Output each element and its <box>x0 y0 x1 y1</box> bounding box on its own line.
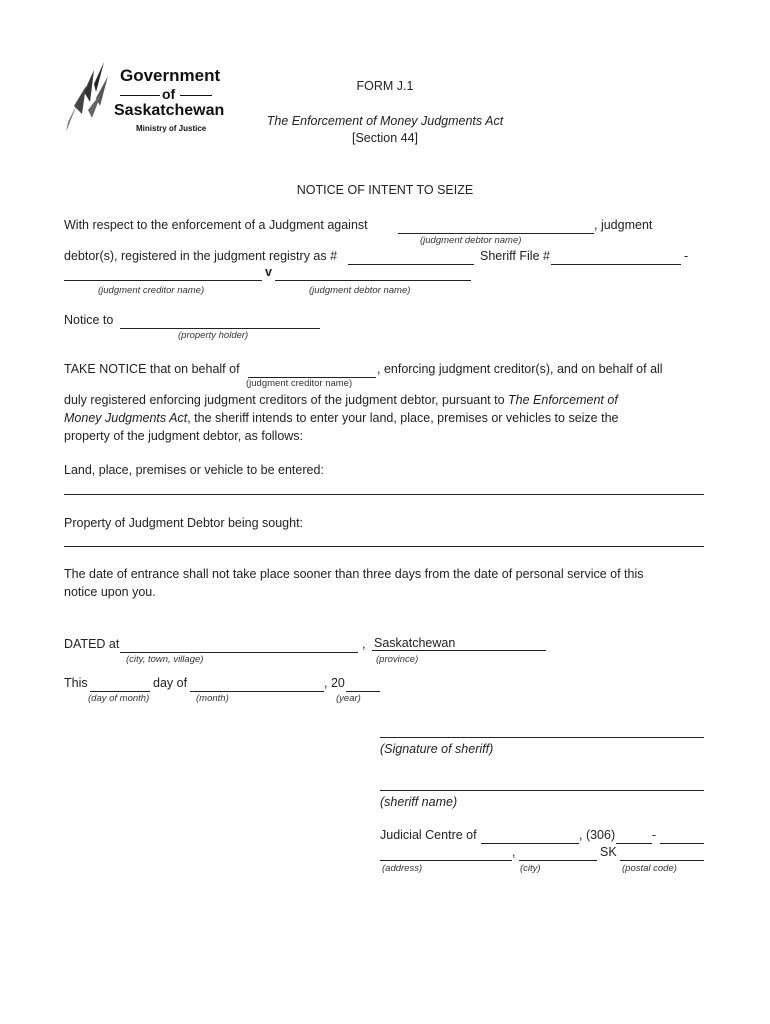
take-notice-tail: , enforcing judgment creditor(s), and on behalf of all <box>377 362 663 376</box>
para1-line2-lead: debtor(s), registered in the judgment registry as # <box>64 249 338 263</box>
judicial-centre-label: Judicial Centre of <box>380 828 477 842</box>
land-field[interactable] <box>64 480 704 495</box>
hint-judgment-creditor: (judgment creditor name) <box>98 285 205 296</box>
signature-label: (Signature of sheriff) <box>380 742 494 756</box>
hint-city-town: (city, town, village) <box>126 654 204 665</box>
year-prefix: , 20 <box>324 676 345 690</box>
para1-tail: , judgment <box>594 218 653 232</box>
take-notice-line3 <box>64 411 618 425</box>
take-notice-line3-a: Money Judgments Act <box>64 411 188 425</box>
logo-line-of: of <box>162 86 176 102</box>
logo-line-government: Government <box>120 66 221 85</box>
signature-field[interactable] <box>380 737 704 738</box>
sk-label: SK <box>600 845 617 859</box>
page-title: NOTICE OF INTENT TO SEIZE <box>296 183 474 197</box>
year-field[interactable] <box>346 677 380 692</box>
hint-address: (address) <box>382 863 423 874</box>
logo-line-saskatchewan: Saskatchewan <box>114 102 225 119</box>
judgment-debtor-field-2[interactable] <box>275 266 471 281</box>
land-label: Land, place, premises or vehicle to be entered: <box>64 463 324 477</box>
take-notice-line2-a: duly registered enforcing judgment creditors of the judgment debtor, pursuant to <box>64 393 509 407</box>
section-ref: [Section 44] <box>351 131 418 145</box>
versus-label: v <box>265 265 272 279</box>
enforcing-creditor-field[interactable] <box>248 363 376 378</box>
phone-dash: - <box>652 828 657 842</box>
hint-day-of-month: (day of month) <box>88 693 150 704</box>
hint-province: (province) <box>376 654 419 665</box>
hint-city: (city) <box>520 863 541 874</box>
sheriff-file-dash: - <box>684 249 689 263</box>
address-comma: , <box>512 845 516 859</box>
this-label: This <box>64 676 88 690</box>
hint-month: (month) <box>196 693 229 704</box>
hint-postal-code: (postal code) <box>622 863 677 874</box>
dated-comma: , <box>362 637 366 651</box>
phone-prefix: , (306) <box>579 828 616 842</box>
dated-label: DATED at <box>64 637 120 651</box>
property-field[interactable] <box>64 532 704 547</box>
sheriff-name-label: (sheriff name) <box>380 795 458 809</box>
address-field[interactable] <box>380 846 512 861</box>
hint-year: (year) <box>336 693 361 704</box>
sheriff-file-field[interactable] <box>551 250 681 265</box>
sheriff-file-label: Sheriff File # <box>480 249 550 263</box>
date-para-line2: notice upon you. <box>64 585 156 599</box>
judicial-centre-field[interactable] <box>481 829 579 844</box>
judgment-debtor-field[interactable] <box>398 219 594 234</box>
month-field[interactable] <box>190 677 324 692</box>
form-number: FORM J.1 <box>356 79 414 93</box>
take-notice-line2 <box>64 393 618 407</box>
city-field[interactable] <box>519 846 597 861</box>
phone-exchange-field[interactable] <box>616 829 652 844</box>
property-holder-field[interactable] <box>120 314 320 329</box>
phone-number-field[interactable] <box>660 829 704 844</box>
logo-wheat-icon <box>64 62 112 136</box>
postal-code-field[interactable] <box>620 846 704 861</box>
notice-to-label: Notice to <box>64 313 114 327</box>
property-label: Property of Judgment Debtor being sought: <box>64 516 304 530</box>
dated-province: Saskatchewan <box>372 636 546 651</box>
take-notice-lead: TAKE NOTICE that on behalf of <box>64 362 240 376</box>
hint-creditor-name: (judgment creditor name) <box>246 378 353 389</box>
para1-lead: With respect to the enforcement of a Judgment against <box>64 218 368 232</box>
day-field[interactable] <box>90 677 150 692</box>
take-notice-line2-b: The Enforcement of <box>508 393 618 407</box>
act-title: The Enforcement of Money Judgments Act <box>266 114 504 128</box>
judgment-creditor-field[interactable] <box>64 266 262 281</box>
day-of-label: day of <box>153 676 188 690</box>
registry-number-field[interactable] <box>348 250 474 265</box>
hint-judgment-debtor-2: (judgment debtor name) <box>309 285 411 296</box>
take-notice-line4: property of the judgment debtor, as follows: <box>64 429 304 443</box>
hint-judgment-debtor: (judgment debtor name) <box>420 235 522 246</box>
government-logo <box>64 60 224 140</box>
sheriff-name-field[interactable] <box>380 790 704 791</box>
date-para-line1: The date of entrance shall not take place sooner than three days from the date of personal service of this <box>64 567 644 581</box>
take-notice-line3-b: , the sheriff intends to enter your land, place, premises or vehicles to seize the <box>187 411 619 425</box>
logo-line-ministry: Ministry of Justice <box>136 124 207 133</box>
hint-property-holder: (property holder) <box>178 330 249 341</box>
dated-city-field[interactable] <box>120 638 358 653</box>
